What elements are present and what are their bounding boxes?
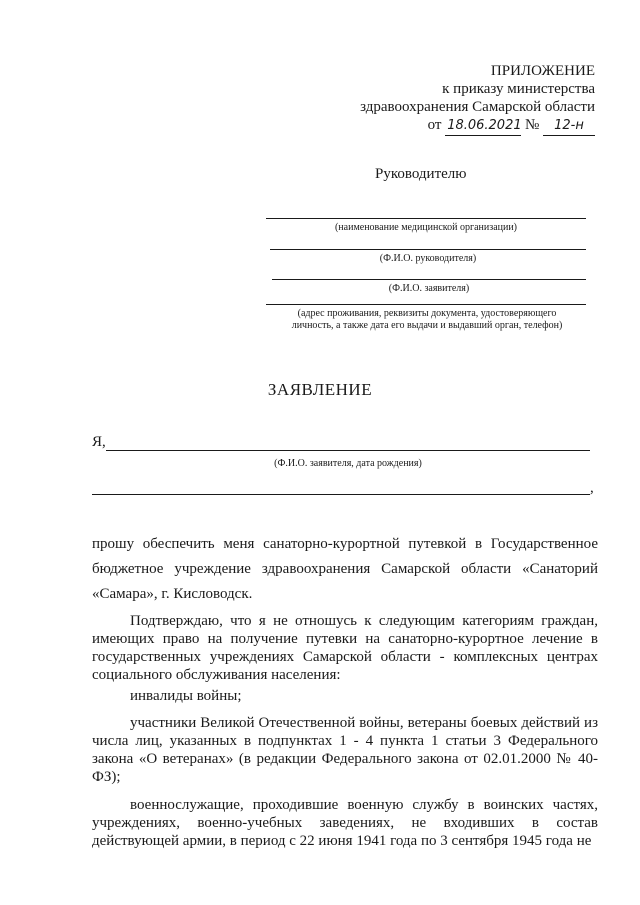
- applicant-fio-caption: (Ф.И.О. заявителя, дата рождения): [274, 458, 422, 469]
- i-label: Я,: [92, 434, 106, 450]
- header-block: [330, 62, 595, 136]
- org-caption: (наименование медицинской организации): [334, 222, 518, 233]
- applicant-caption: (Ф.И.О. заявителя): [388, 283, 470, 294]
- order-number: 12-н: [543, 117, 595, 136]
- form-title: ЗАЯВЛЕНИЕ: [267, 380, 373, 399]
- applicant-line[interactable]: [272, 279, 586, 280]
- address-caption: (адрес проживания, реквизиты документа, удостоверяющего личность, а также дата его выдачи и выдавший орган, телефон): [291, 308, 563, 331]
- from-label: от: [427, 117, 442, 133]
- annex-date-number: [330, 116, 595, 136]
- line-comma: ,: [590, 480, 594, 496]
- org-line[interactable]: [266, 218, 586, 219]
- applicant-fio-line[interactable]: [106, 450, 590, 451]
- confirm-paragraph: Подтверждаю, что я не отношусь к следующим категориям граждан, имеющих право на получение путевки на санаторно-курортное лечение в государственных учреждениях Самарской области - комплексных центрах социального обслуживания населения:: [92, 613, 598, 683]
- head-name-line[interactable]: [270, 249, 586, 250]
- order-date: 18.06.2021: [445, 117, 521, 136]
- addressee-heading: Руководителю: [375, 166, 467, 182]
- category-item-3: военнослужащие, проходившие военную службу в воинских частях, учреждениях, военно-учебных заведениях, не входивших в состав действующей армии, в период с 22 июня 1941 года по 3 сентября 1945 года не: [92, 797, 598, 849]
- head-name-caption: (Ф.И.О. руководителя): [379, 253, 477, 264]
- number-label: №: [524, 117, 540, 133]
- applicant-extra-line[interactable]: [92, 494, 590, 495]
- request-paragraph: прошу обеспечить меня санаторно-курортной путевкой в Государственное бюджетное учреждение здравоохранения Самарской области «Санаторий «Самара», г. Кисловодск.: [92, 536, 598, 602]
- annex-title: ПРИЛОЖЕНИЕ: [490, 63, 595, 79]
- address-line[interactable]: [266, 304, 586, 305]
- category-item-1: инвалиды войны;: [130, 688, 242, 704]
- annex-line-order: к приказу министерства: [442, 81, 595, 97]
- annex-line-ministry: здравоохранения Самарской области: [360, 99, 595, 115]
- category-item-2: участники Великой Отечественной войны, ветераны боевых действий из числа лиц, указанных в подпунктах 1 - 4 пункта 1 статьи 3 Федерального закона «О ветеранах» (в редакции Федерального закона от 02.01.2000 № 40-ФЗ);: [92, 715, 598, 785]
